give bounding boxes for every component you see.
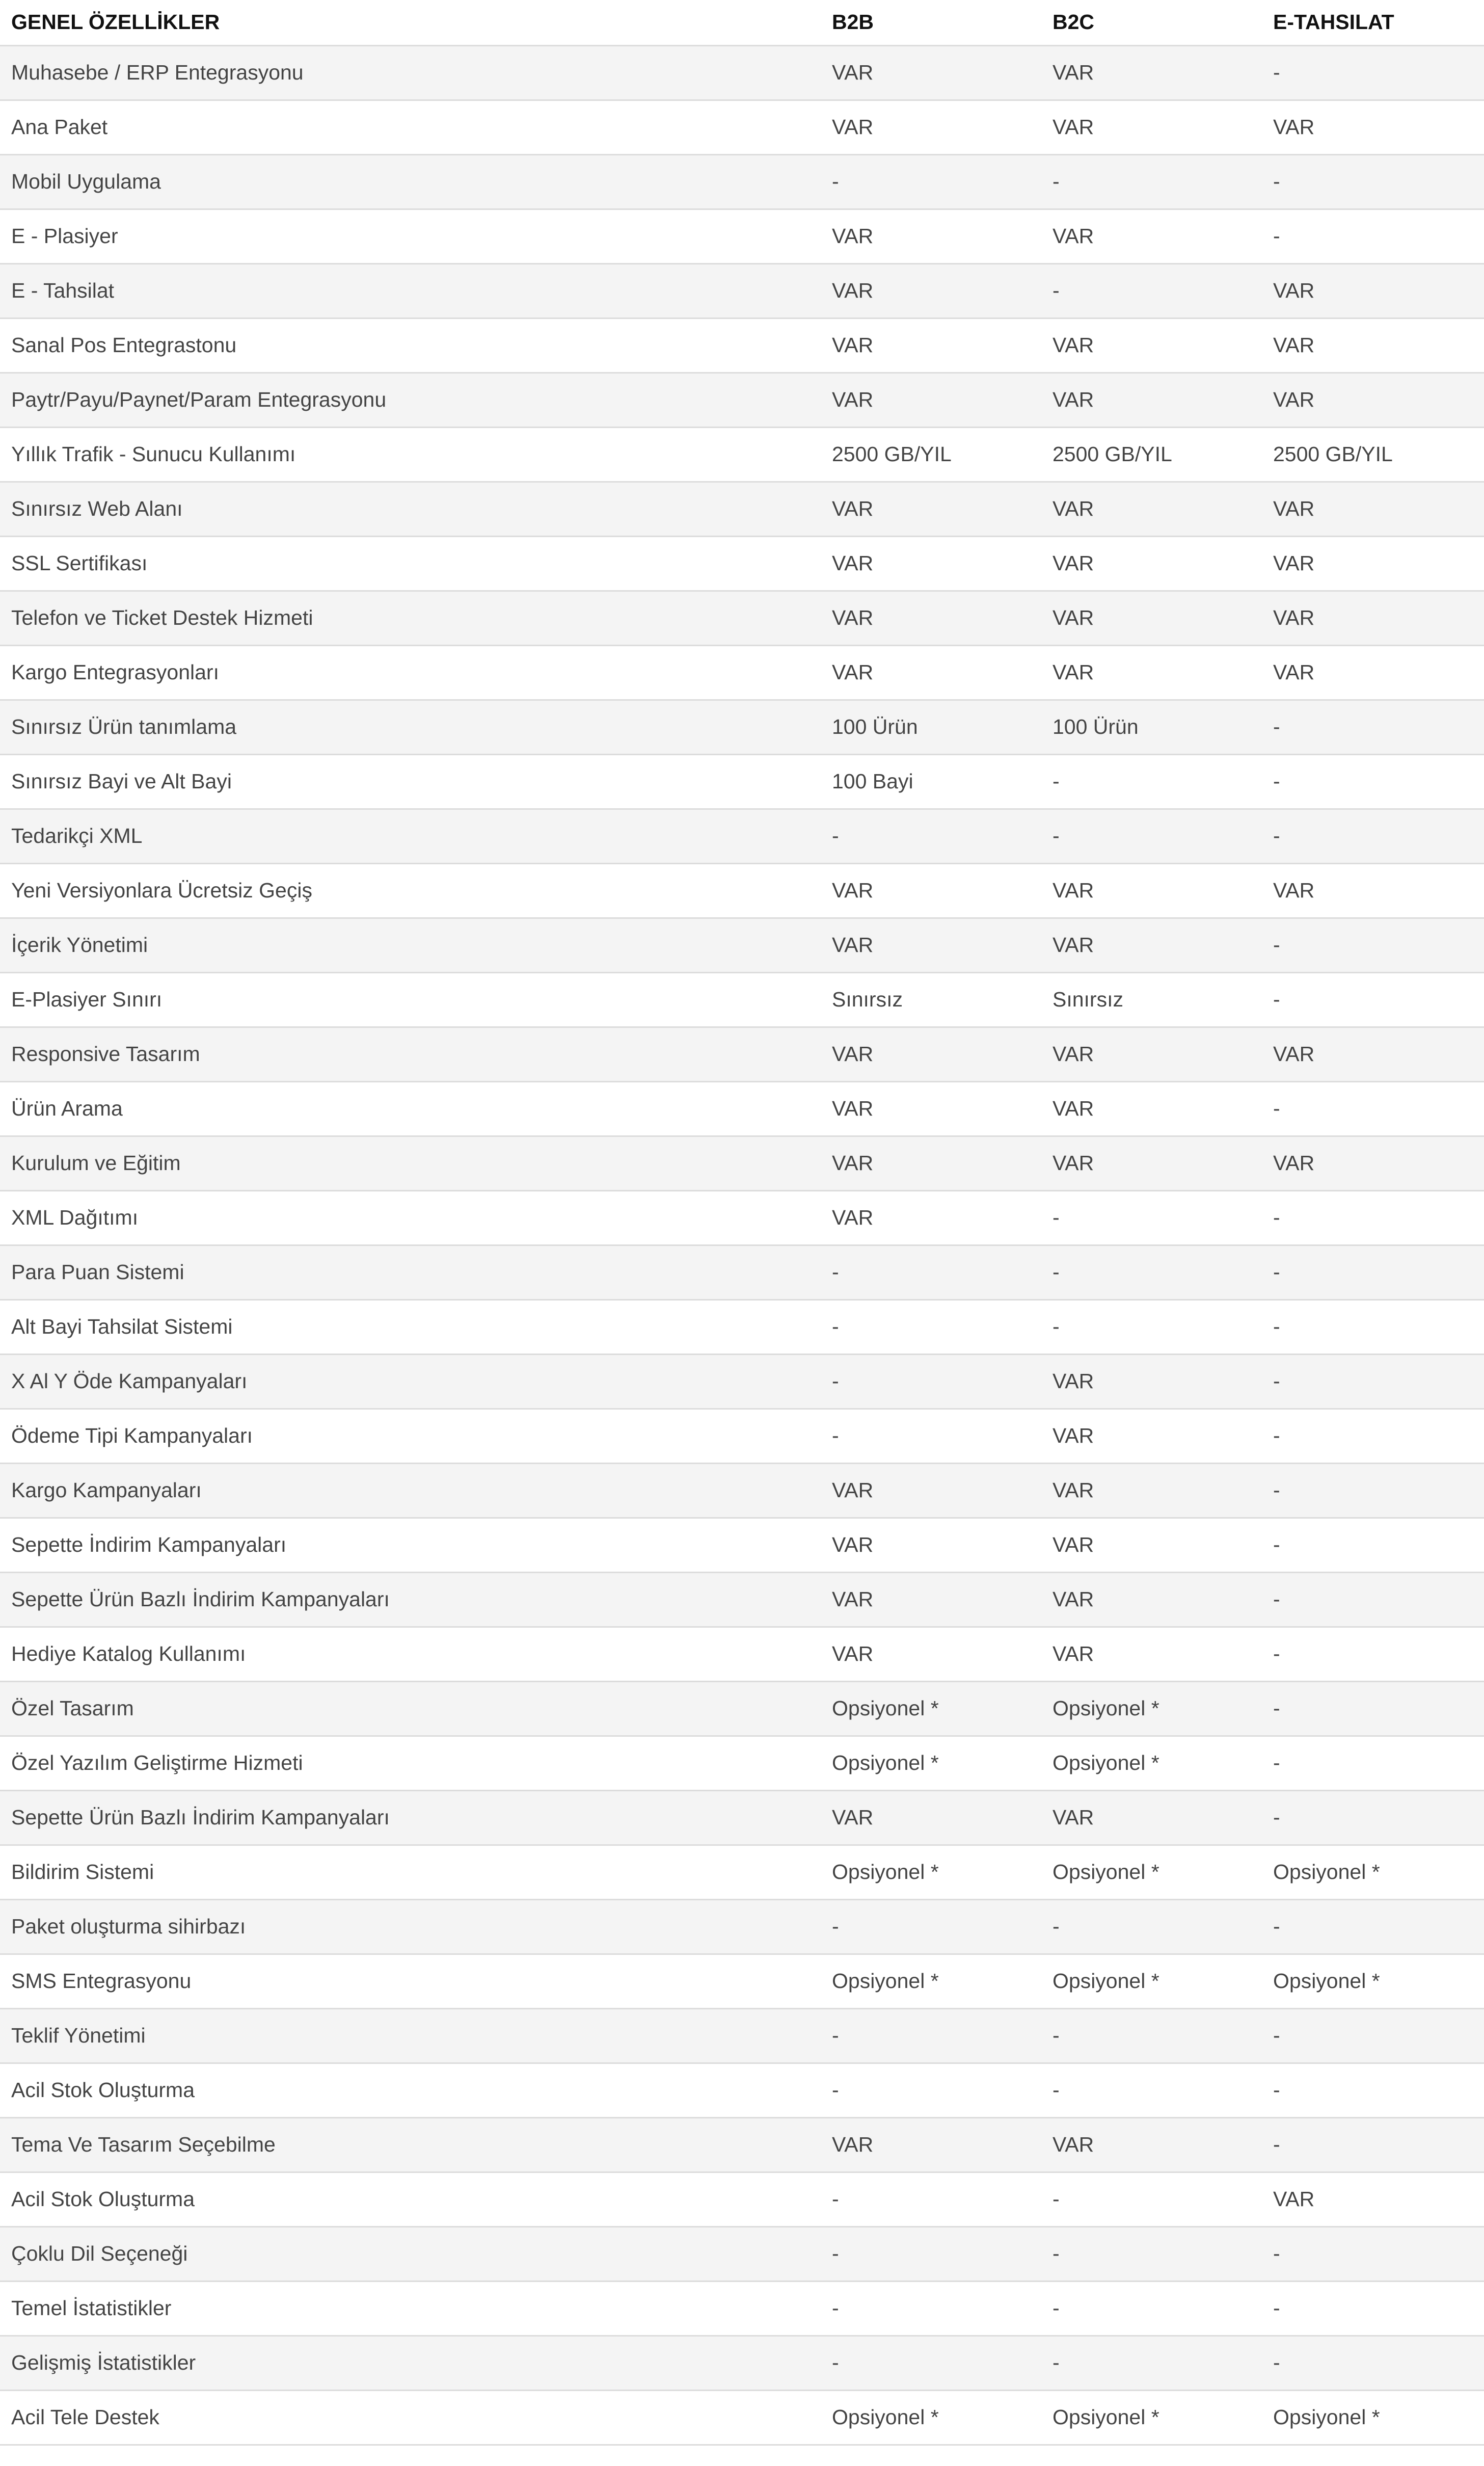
e-tahsilat-value: VAR: [1262, 591, 1484, 645]
e-tahsilat-value: -: [1262, 154, 1484, 209]
table-row: [0, 2226, 1484, 2281]
feature-name: Temel İstatistikler: [0, 2281, 821, 2336]
feature-name: Mobil Uygulama: [0, 154, 821, 209]
e-tahsilat-value: -: [1262, 2008, 1484, 2063]
b2b-value: -: [821, 1409, 1041, 1463]
feature-name: Gelişmiş İstatistikler: [0, 2336, 821, 2390]
table-row: [0, 754, 1484, 809]
feature-name: Çoklu Dil Seçeneği: [0, 2226, 821, 2281]
table-row: [0, 1245, 1484, 1300]
b2b-value: VAR: [821, 1518, 1041, 1572]
e-tahsilat-value: -: [1262, 1463, 1484, 1518]
e-tahsilat-value: -: [1262, 1518, 1484, 1572]
table-row: [0, 1136, 1484, 1190]
b2c-value: VAR: [1041, 482, 1262, 536]
table-row: [0, 2390, 1484, 2445]
feature-name: Sınırsız Ürün tanımlama: [0, 700, 821, 754]
table-row: [0, 45, 1484, 100]
feature-name: XML Dağıtımı: [0, 1190, 821, 1245]
b2c-value: -: [1041, 2063, 1262, 2117]
b2c-value: VAR: [1041, 591, 1262, 645]
table-row: [0, 100, 1484, 154]
feature-name: Paytr/Payu/Paynet/Param Entegrasyonu: [0, 373, 821, 427]
e-tahsilat-value: -: [1262, 1081, 1484, 1136]
b2c-value: Opsiyonel *: [1041, 1681, 1262, 1736]
feature-name: Yeni Versiyonlara Ücretsiz Geçiş: [0, 863, 821, 918]
b2b-value: -: [821, 1300, 1041, 1354]
e-tahsilat-value: Opsiyonel *: [1262, 1845, 1484, 1899]
b2c-value: VAR: [1041, 318, 1262, 373]
e-tahsilat-value: -: [1262, 1736, 1484, 1790]
table-row: [0, 154, 1484, 209]
b2c-value: VAR: [1041, 536, 1262, 591]
e-tahsilat-value: -: [1262, 1190, 1484, 1245]
b2b-value: -: [821, 1899, 1041, 1954]
feature-name: Muhasebe / ERP Entegrasyonu: [0, 45, 821, 100]
feature-name: Acil Stok Oluşturma: [0, 2063, 821, 2117]
table-row: [0, 1681, 1484, 1736]
b2b-value: -: [821, 1245, 1041, 1300]
e-tahsilat-value: -: [1262, 1354, 1484, 1409]
e-tahsilat-value: -: [1262, 2063, 1484, 2117]
e-tahsilat-value: VAR: [1262, 373, 1484, 427]
b2b-value: -: [821, 2063, 1041, 2117]
table-row: [0, 1899, 1484, 1954]
b2c-value: -: [1041, 2281, 1262, 2336]
b2c-value: -: [1041, 2336, 1262, 2390]
table-header: [0, 0, 1484, 45]
table-row: [0, 972, 1484, 1027]
b2c-value: VAR: [1041, 45, 1262, 100]
header-b2c: B2C: [1041, 0, 1262, 45]
feature-name: Hediye Katalog Kullanımı: [0, 1627, 821, 1681]
feature-name: Özel Tasarım: [0, 1681, 821, 1736]
e-tahsilat-value: -: [1262, 2281, 1484, 2336]
feature-name: SSL Sertifikası: [0, 536, 821, 591]
table-row: [0, 1354, 1484, 1409]
feature-name: Kurulum ve Eğitim: [0, 1136, 821, 1190]
b2c-value: 2500 GB/YIL: [1041, 427, 1262, 482]
e-tahsilat-value: Opsiyonel *: [1262, 2390, 1484, 2445]
table-row: [0, 809, 1484, 863]
b2b-value: Opsiyonel *: [821, 1736, 1041, 1790]
feature-name: Acil Tele Destek: [0, 2390, 821, 2445]
header-row: [0, 0, 1484, 45]
b2b-value: VAR: [821, 263, 1041, 318]
feature-name: Ürün Arama: [0, 1081, 821, 1136]
b2b-value: VAR: [821, 863, 1041, 918]
table-row: [0, 1954, 1484, 2008]
table-row: [0, 863, 1484, 918]
feature-name: Teklif Yönetimi: [0, 2008, 821, 2063]
feature-name: Sınırsız Bayi ve Alt Bayi: [0, 754, 821, 809]
table-row: [0, 2172, 1484, 2226]
b2c-value: VAR: [1041, 918, 1262, 972]
header-features: GENEL ÖZELLİKLER: [0, 0, 821, 45]
b2b-value: VAR: [821, 373, 1041, 427]
b2c-value: 100 Ürün: [1041, 700, 1262, 754]
feature-name: Bildirim Sistemi: [0, 1845, 821, 1899]
b2c-value: VAR: [1041, 1409, 1262, 1463]
feature-name: Kargo Kampanyaları: [0, 1463, 821, 1518]
feature-name: E-Plasiyer Sınırı: [0, 972, 821, 1027]
e-tahsilat-value: -: [1262, 1300, 1484, 1354]
table-row: [0, 2063, 1484, 2117]
feature-name: Yıllık Trafik - Sunucu Kullanımı: [0, 427, 821, 482]
e-tahsilat-value: -: [1262, 2336, 1484, 2390]
b2b-value: VAR: [821, 1027, 1041, 1081]
b2c-value: -: [1041, 1245, 1262, 1300]
b2b-value: VAR: [821, 918, 1041, 972]
feature-name: Tema Ve Tasarım Seçebilme: [0, 2117, 821, 2172]
b2b-value: -: [821, 2172, 1041, 2226]
feature-name: X Al Y Öde Kampanyaları: [0, 1354, 821, 1409]
b2b-value: VAR: [821, 45, 1041, 100]
e-tahsilat-value: VAR: [1262, 482, 1484, 536]
e-tahsilat-value: -: [1262, 2226, 1484, 2281]
table-row: [0, 2336, 1484, 2390]
feature-name: E - Tahsilat: [0, 263, 821, 318]
e-tahsilat-value: VAR: [1262, 863, 1484, 918]
e-tahsilat-value: VAR: [1262, 318, 1484, 373]
b2b-value: -: [821, 2336, 1041, 2390]
e-tahsilat-value: -: [1262, 809, 1484, 863]
b2b-value: VAR: [821, 591, 1041, 645]
table-row: [0, 918, 1484, 972]
e-tahsilat-value: -: [1262, 1627, 1484, 1681]
table-row: [0, 591, 1484, 645]
feature-name: Telefon ve Ticket Destek Hizmeti: [0, 591, 821, 645]
feature-name: Sepette Ürün Bazlı İndirim Kampanyaları: [0, 1790, 821, 1845]
b2b-value: VAR: [821, 1463, 1041, 1518]
e-tahsilat-value: VAR: [1262, 100, 1484, 154]
b2c-value: -: [1041, 154, 1262, 209]
table-row: [0, 1409, 1484, 1463]
feature-name: Para Puan Sistemi: [0, 1245, 821, 1300]
b2c-value: Opsiyonel *: [1041, 1845, 1262, 1899]
b2c-value: Sınırsız: [1041, 972, 1262, 1027]
b2b-value: -: [821, 2008, 1041, 2063]
table-row: [0, 263, 1484, 318]
e-tahsilat-value: VAR: [1262, 263, 1484, 318]
feature-name: Özel Yazılım Geliştirme Hizmeti: [0, 1736, 821, 1790]
feature-name: Sanal Pos Entegrastonu: [0, 318, 821, 373]
b2c-value: VAR: [1041, 863, 1262, 918]
e-tahsilat-value: 2500 GB/YIL: [1262, 427, 1484, 482]
table-row: [0, 1572, 1484, 1627]
table-row: [0, 318, 1484, 373]
e-tahsilat-value: -: [1262, 700, 1484, 754]
b2c-value: VAR: [1041, 100, 1262, 154]
e-tahsilat-value: -: [1262, 1245, 1484, 1300]
b2b-value: -: [821, 2226, 1041, 2281]
feature-name: Sepette Ürün Bazlı İndirim Kampanyaları: [0, 1572, 821, 1627]
e-tahsilat-value: VAR: [1262, 2172, 1484, 2226]
header-e-tahsilat: E-TAHSILAT: [1262, 0, 1484, 45]
b2b-value: VAR: [821, 536, 1041, 591]
b2b-value: Opsiyonel *: [821, 1954, 1041, 2008]
b2c-value: -: [1041, 754, 1262, 809]
e-tahsilat-value: VAR: [1262, 1027, 1484, 1081]
b2b-value: Opsiyonel *: [821, 1845, 1041, 1899]
table-row: [0, 2281, 1484, 2336]
e-tahsilat-value: -: [1262, 1899, 1484, 1954]
b2c-value: -: [1041, 263, 1262, 318]
b2c-value: VAR: [1041, 373, 1262, 427]
b2c-value: VAR: [1041, 1136, 1262, 1190]
feature-name: Sepette İndirim Kampanyaları: [0, 1518, 821, 1572]
table-row: [0, 1190, 1484, 1245]
b2b-value: VAR: [821, 482, 1041, 536]
feature-name: İçerik Yönetimi: [0, 918, 821, 972]
table-row: [0, 645, 1484, 700]
feature-name: Kargo Entegrasyonları: [0, 645, 821, 700]
table-row: [0, 1300, 1484, 1354]
table-row: [0, 1027, 1484, 1081]
b2b-value: VAR: [821, 1790, 1041, 1845]
table-row: [0, 482, 1484, 536]
b2b-value: VAR: [821, 1190, 1041, 1245]
feature-name: Paket oluşturma sihirbazı: [0, 1899, 821, 1954]
e-tahsilat-value: -: [1262, 209, 1484, 263]
e-tahsilat-value: VAR: [1262, 536, 1484, 591]
e-tahsilat-value: Opsiyonel *: [1262, 1954, 1484, 2008]
b2b-value: VAR: [821, 2117, 1041, 2172]
b2c-value: -: [1041, 2226, 1262, 2281]
e-tahsilat-value: VAR: [1262, 645, 1484, 700]
b2c-value: Opsiyonel *: [1041, 1736, 1262, 1790]
b2b-value: 100 Ürün: [821, 700, 1041, 754]
feature-name: Ana Paket: [0, 100, 821, 154]
e-tahsilat-value: -: [1262, 2117, 1484, 2172]
b2b-value: -: [821, 809, 1041, 863]
b2c-value: VAR: [1041, 645, 1262, 700]
b2b-value: Opsiyonel *: [821, 2390, 1041, 2445]
b2c-value: VAR: [1041, 1572, 1262, 1627]
b2c-value: -: [1041, 2008, 1262, 2063]
table-row: [0, 1845, 1484, 1899]
b2b-value: Opsiyonel *: [821, 1681, 1041, 1736]
b2c-value: VAR: [1041, 1518, 1262, 1572]
e-tahsilat-value: -: [1262, 1409, 1484, 1463]
b2b-value: VAR: [821, 318, 1041, 373]
b2c-value: -: [1041, 2172, 1262, 2226]
b2c-value: -: [1041, 1899, 1262, 1954]
b2c-value: VAR: [1041, 1081, 1262, 1136]
b2b-value: VAR: [821, 209, 1041, 263]
b2b-value: VAR: [821, 1136, 1041, 1190]
feature-name: Ödeme Tipi Kampanyaları: [0, 1409, 821, 1463]
e-tahsilat-value: VAR: [1262, 1136, 1484, 1190]
table-row: [0, 1790, 1484, 1845]
b2c-value: VAR: [1041, 1463, 1262, 1518]
b2b-value: -: [821, 1354, 1041, 1409]
b2b-value: VAR: [821, 1572, 1041, 1627]
table-row: [0, 2008, 1484, 2063]
b2c-value: VAR: [1041, 1790, 1262, 1845]
b2b-value: VAR: [821, 100, 1041, 154]
b2c-value: VAR: [1041, 209, 1262, 263]
e-tahsilat-value: -: [1262, 1681, 1484, 1736]
e-tahsilat-value: -: [1262, 1790, 1484, 1845]
b2c-value: Opsiyonel *: [1041, 1954, 1262, 2008]
b2c-value: -: [1041, 1300, 1262, 1354]
b2b-value: -: [821, 154, 1041, 209]
b2b-value: 2500 GB/YIL: [821, 427, 1041, 482]
e-tahsilat-value: -: [1262, 918, 1484, 972]
b2b-value: 100 Bayi: [821, 754, 1041, 809]
table-row: [0, 1736, 1484, 1790]
e-tahsilat-value: -: [1262, 1572, 1484, 1627]
table-row: [0, 2117, 1484, 2172]
table-row: [0, 209, 1484, 263]
b2c-value: VAR: [1041, 1627, 1262, 1681]
feature-name: Responsive Tasarım: [0, 1027, 821, 1081]
table-row: [0, 373, 1484, 427]
b2b-value: -: [821, 2281, 1041, 2336]
b2b-value: VAR: [821, 645, 1041, 700]
table-body: [0, 45, 1484, 2445]
feature-name: Alt Bayi Tahsilat Sistemi: [0, 1300, 821, 1354]
b2b-value: Sınırsız: [821, 972, 1041, 1027]
b2c-value: -: [1041, 809, 1262, 863]
b2c-value: -: [1041, 1190, 1262, 1245]
feature-name: Acil Stok Oluşturma: [0, 2172, 821, 2226]
table-row: [0, 427, 1484, 482]
e-tahsilat-value: -: [1262, 754, 1484, 809]
b2c-value: VAR: [1041, 2117, 1262, 2172]
table-row: [0, 536, 1484, 591]
feature-name: Sınırsız Web Alanı: [0, 482, 821, 536]
header-b2b: B2B: [821, 0, 1041, 45]
feature-name: Tedarikçi XML: [0, 809, 821, 863]
table-row: [0, 1081, 1484, 1136]
table-row: [0, 1518, 1484, 1572]
table-row: [0, 700, 1484, 754]
feature-name: E - Plasiyer: [0, 209, 821, 263]
b2c-value: VAR: [1041, 1027, 1262, 1081]
table-row: [0, 1627, 1484, 1681]
table-row: [0, 1463, 1484, 1518]
e-tahsilat-value: -: [1262, 45, 1484, 100]
feature-name: SMS Entegrasyonu: [0, 1954, 821, 2008]
e-tahsilat-value: -: [1262, 972, 1484, 1027]
b2c-value: VAR: [1041, 1354, 1262, 1409]
b2b-value: VAR: [821, 1627, 1041, 1681]
b2b-value: VAR: [821, 1081, 1041, 1136]
b2c-value: Opsiyonel *: [1041, 2390, 1262, 2445]
